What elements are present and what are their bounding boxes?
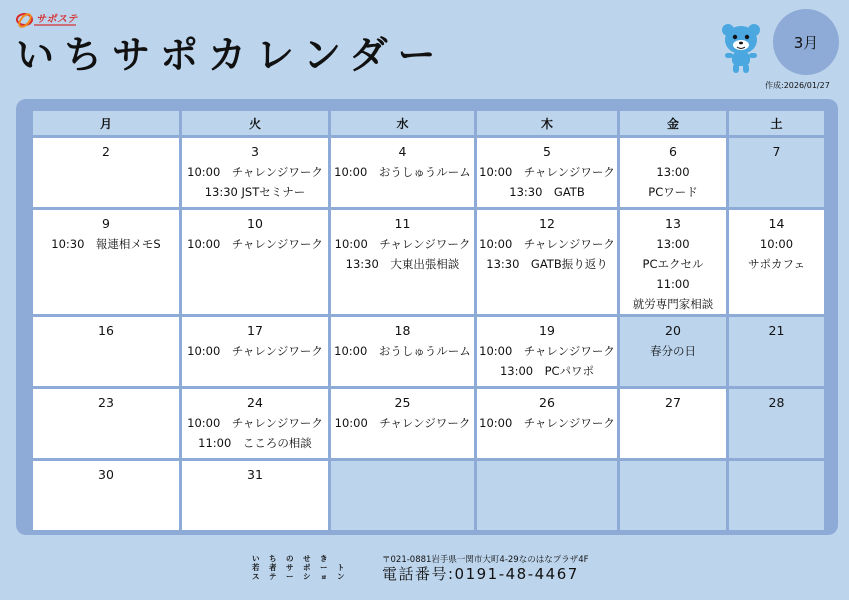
day-cell: [477, 461, 617, 530]
day-cell: [620, 210, 726, 314]
day-number: 31: [247, 467, 263, 482]
event-entry: 13:00: [656, 237, 690, 251]
event-entry: 10:00 チャレンジワーク: [187, 344, 323, 358]
month-label: 3月: [793, 33, 819, 52]
day-cell: [729, 138, 824, 207]
event-entry: PCエクセル: [642, 257, 704, 271]
event-entry: サポカフェ: [748, 257, 805, 271]
day-cell: [477, 317, 617, 386]
day-number: 25: [394, 395, 411, 410]
event-entry: PCワード: [648, 185, 698, 199]
day-cell: [331, 389, 474, 458]
month-badge: [773, 9, 839, 75]
event-entry: 10:00: [759, 237, 794, 251]
day-number: 19: [539, 323, 555, 338]
weekday-tue: 火: [182, 111, 328, 135]
day-number: 30: [98, 467, 114, 482]
weekday-mon: 月: [33, 111, 179, 135]
created-date: 作成:2026/01/27: [765, 81, 830, 90]
day-cell: [33, 389, 179, 458]
week-row: [33, 317, 824, 386]
day-cell: [729, 389, 824, 458]
weekday-sat: 土: [729, 111, 824, 135]
day-cell: [33, 461, 179, 530]
day-cell: [620, 461, 726, 530]
event-entry: 13:30 GATB: [509, 185, 585, 199]
weekday-thu: 木: [477, 111, 617, 135]
day-cell: [182, 138, 328, 207]
event-entry: 13:30 大東出張相談: [345, 257, 460, 271]
logo-text: サポステ: [36, 13, 78, 25]
address: 〒021-0881岩手県一関市大町4-29なのはなプラザ4F: [382, 555, 589, 565]
day-cell: [182, 317, 328, 386]
day-cell: [620, 138, 726, 207]
week-row: [33, 389, 824, 458]
org-name: い ち の せ き 若 者 サ ポ ー ト ス テ ー シ ョ ン: [252, 554, 346, 581]
day-cell: [620, 389, 726, 458]
event-entry: 13:30 JSTセミナー: [204, 185, 306, 199]
event-entry: 10:00 チャレンジワーク: [479, 416, 615, 430]
day-number: 17: [247, 323, 263, 338]
day-number: 28: [768, 395, 785, 410]
event-entry: 11:00 こころの相談: [198, 436, 312, 450]
day-number: 23: [98, 395, 114, 410]
day-number: 24: [247, 395, 263, 410]
day-number: 18: [394, 323, 411, 338]
day-cell: [33, 317, 179, 386]
day-cell: [729, 461, 824, 530]
event-entry: 10:30 報連相メモS: [51, 237, 161, 251]
day-cell: [331, 138, 474, 207]
day-cell: [33, 210, 179, 314]
event-entry: 10:00 チャレンジワーク: [479, 165, 615, 179]
day-cell: [182, 389, 328, 458]
day-number: 9: [102, 216, 110, 231]
calendar-table: [30, 108, 827, 533]
event-entry: 13:30 GATB振り返り: [486, 257, 608, 271]
day-number: 7: [772, 144, 781, 159]
event-entry: 10:00 チャレンジワーク: [334, 416, 471, 430]
weekday-fri: 金: [620, 111, 726, 135]
event-entry: 10:00 おうしゅうルーム: [334, 165, 471, 179]
event-entry: 10:00 チャレンジワーク: [187, 237, 323, 251]
weekday-header-row: [33, 111, 824, 135]
day-number: 5: [543, 144, 551, 159]
week-row: [33, 210, 824, 314]
event-entry: 10:00 チャレンジワーク: [334, 237, 471, 251]
event-entry: 10:00 チャレンジワーク: [187, 416, 323, 430]
day-number: 20: [665, 323, 681, 338]
day-number: 16: [98, 323, 114, 338]
day-cell: [729, 210, 824, 314]
day-cell: [477, 210, 617, 314]
day-number: 21: [768, 323, 785, 338]
day-number: 27: [665, 395, 681, 410]
page-title: いちサポカレンダー: [16, 33, 446, 77]
day-cell: [331, 317, 474, 386]
event-entry: 10:00 チャレンジワーク: [187, 165, 323, 179]
weekday-wed: 水: [331, 111, 474, 135]
day-number: 4: [398, 144, 407, 159]
day-cell: [331, 461, 474, 530]
week-row: [33, 461, 824, 530]
event-entry: 11:00: [656, 277, 690, 291]
day-cell: [182, 210, 328, 314]
day-cell: [729, 317, 824, 386]
event-entry: 13:00 PCパワポ: [499, 364, 595, 378]
mascot-icon: [720, 22, 762, 74]
week-row: [33, 138, 824, 207]
day-number: 26: [539, 395, 555, 410]
day-number: 11: [394, 216, 411, 231]
logo-underline: [34, 24, 76, 26]
day-cell: [182, 461, 328, 530]
event-entry: 13:00: [656, 165, 690, 179]
day-number: 12: [539, 216, 555, 231]
day-number: 2: [102, 144, 110, 159]
day-number: 6: [669, 144, 677, 159]
day-number: 13: [665, 216, 681, 231]
day-number: 3: [251, 144, 259, 159]
phone-number: 電話番号:0191-48-4467: [382, 565, 579, 583]
day-cell: [33, 138, 179, 207]
event-entry: 春分の日: [650, 344, 696, 358]
day-number: 10: [247, 216, 263, 231]
day-cell: [477, 138, 617, 207]
event-entry: 10:00 おうしゅうルーム: [334, 344, 471, 358]
day-cell: [477, 389, 617, 458]
event-entry: 就労専門家相談: [632, 297, 714, 311]
event-entry: 10:00 チャレンジワーク: [479, 237, 615, 251]
event-entry: 10:00 チャレンジワーク: [479, 344, 615, 358]
day-cell: [620, 317, 726, 386]
logo-mark-icon: [16, 13, 33, 26]
day-number: 14: [768, 216, 785, 231]
day-cell: [331, 210, 474, 314]
